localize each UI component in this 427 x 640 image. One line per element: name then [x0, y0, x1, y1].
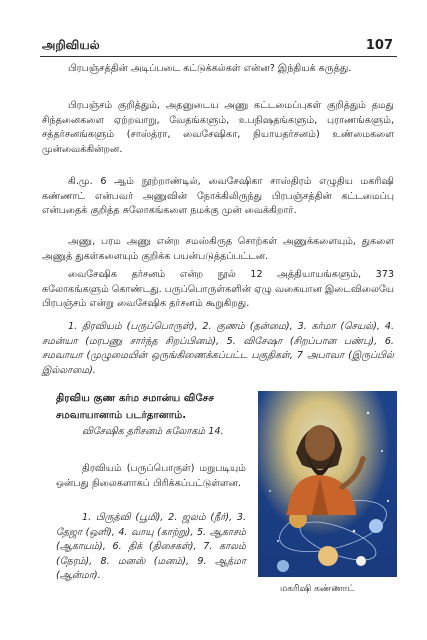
header-rule: [40, 56, 397, 57]
paragraph-dravya: திரவியம் (பருப்பொருள்) மறுபடியும் ஒன்பது நிலைகளாகப் பிரிக்கப்பட்டுள்ளன.: [56, 463, 246, 489]
paragraph-darsanam: வைசேஷிக தர்சனம் என்ற நூல் 12 அத்தியாயங்களும், 373 சுலோகங்களும் கொண்டது. பருப்பொருள்களின் ஏழு வகையான இடைவிலையே பிரபஞ்சம் என்று வைசேஷிக தர்சனம் கூறுகிறது.: [42, 269, 394, 309]
figure-caption: மகரிஷி கண்ணாட்: [280, 584, 355, 594]
kanad-illustration: [258, 391, 397, 577]
sloka-title: திரவிய குண கர்ம சமான்ய விசேச சமவாயானாம் படர்தானாம்.: [56, 393, 214, 421]
paragraph-anu: அணு, பரம அணு என்ற சமஸ்கிருத சொற்கள் அணுக்களையும், துகளை அணுத் துகள்களையும் குறிக்க பயன்படுத்தப்பட்டன.: [42, 236, 394, 262]
page-number: 107: [365, 38, 393, 53]
elements-list: 1. பிருத்வி (பூமி), 2. ஜலம் (நீர்), 3. தேஜா (ஒளி), 4. வாயு (காற்று), 5. ஆகாசம் (ஆகாயம்), 6. திக் (திசைகள்), 7. காலம் (நேரம்), 8. மனஸ் (மனம்), 9. ஆத்மா (ஆன்மா).: [56, 512, 246, 581]
sloka-reference: விசேஷிக தரிசனம் சுலோகம் 14.: [82, 426, 224, 437]
paragraph-kanad: கி.மு. 6 ஆம் நூற்றாண்டில், வைசேஷிகா சாஸ்திரம் எழுதிய மகரிஷி கண்ணாட் என்பவர் அணுவின் நோக்கிலிருந்து பிரபஞ்சத்தின் கட்டமைப்பு என்பதைக் குறித்த சுலோகங்களை நமக்கு முன் வைக்கிறார்.: [42, 176, 394, 216]
paragraph-categories: 1. திரவியம் (பருப்பொருள்), 2. குணம் (தன்மை), 3. கர்மா (செயல்), 4. சமன்யா (மரபணு சார்ந்த சிறப்பினம்), 5. விசேஷா (சிறப்பான பண்பு), 6. சமவாயா (முழுமையின் ஒருங்கிணைக்கப்பட்ட பகுதிகள், 7 அபாவா (இருப்பில் இல்லாமை).: [42, 321, 394, 376]
running-header-section: அறிவியல்: [42, 38, 100, 52]
paragraph-question: பிரபஞ்சத்தின் அடிப்படை கட்டுக்கல்கள் என்ன? இந்தியக் கருத்து.: [68, 63, 352, 74]
paragraph-intro: பிரபஞ்சம் குறித்தும், அதனுடைய அணு கட்டமைப்புகள் குறித்தும் தமது சிந்தனைகளை ஏற்றவாறு, வேதங்களும், உபநிஷதங்களும், புராணங்களும், சத்தர்சனங்களும் (சாஸ்த்ரா, வைசேஷிகா, நியாயதர்சனம்) உண்மைகளை முன்வைக்கின்றன.: [42, 100, 394, 155]
